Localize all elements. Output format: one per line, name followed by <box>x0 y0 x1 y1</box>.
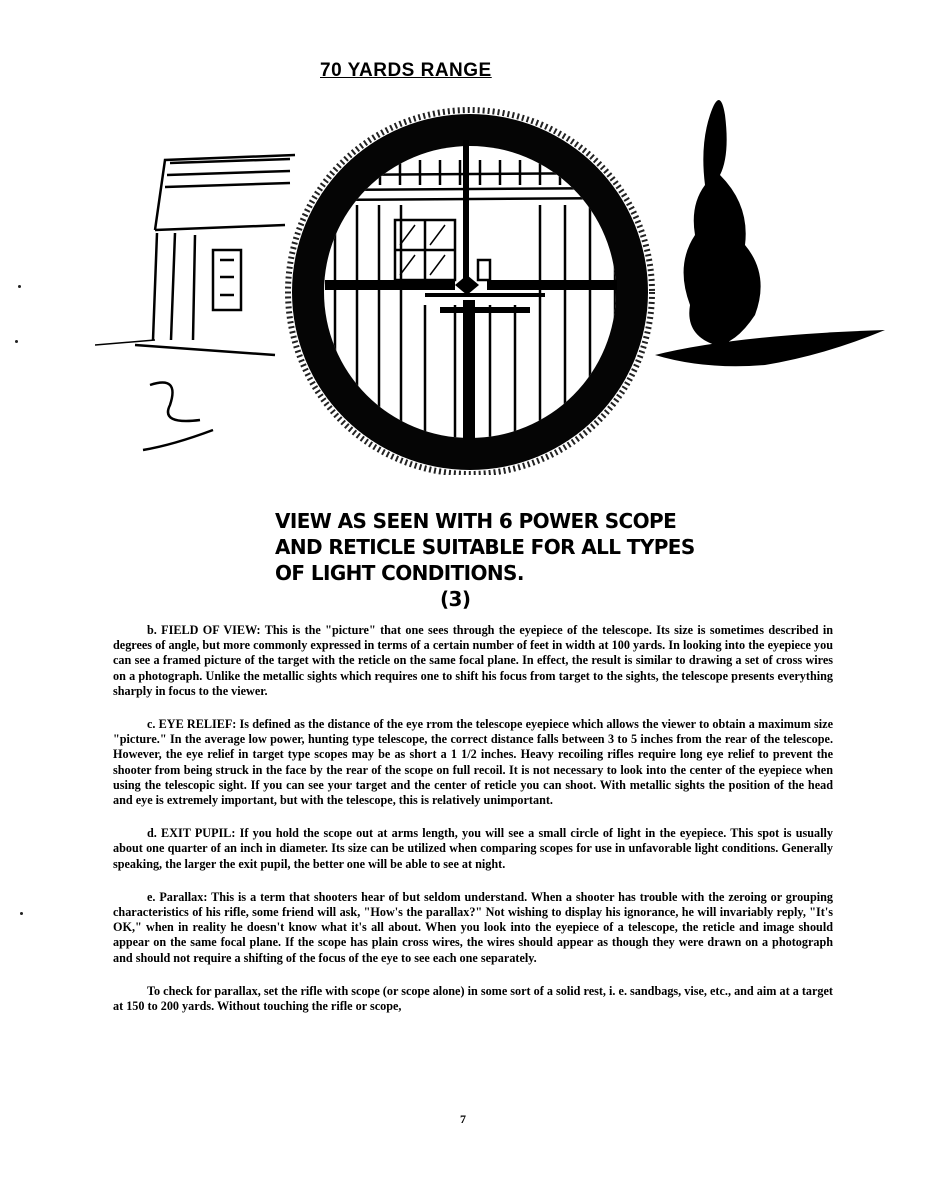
range-label: 70 YARDS RANGE <box>320 60 492 81</box>
scan-speck <box>15 340 18 343</box>
caption-line-2: AND RETICLE SUITABLE FOR ALL TYPES <box>275 535 695 559</box>
paragraph-parallax: e. Parallax: This is a term that shooters hear of but seldom understand. When a shooter has trouble with the zeroing or grouping characteristics of his rifle, some friend will ask, "How's the parallax?" Not wishing to display his ignorance, he will invariably reply, "It's OK," when in reality he doesn't know what it's all about. When you look into the eyepiece of a telescope, the reticle and image should appear on the same focal plane. If the scope has plain cross wires, the wires should appear as though they were drawn on a photograph and should not require a shifting of the focus of the eye to see each one separately. <box>113 889 833 965</box>
paragraph-field-of-view: b. FIELD OF VIEW: This is the "picture" that one sees through the eyepiece of the telescope. Its size is sometimes described in degrees of angle, but more commonly expressed in terms of a certain number of feet in width at 100 yards. In looking into the eyepiece you can see a framed picture of the target with the reticle on the same focal plane. In effect, the result is similar to drawing a set of cross wires on a photograph. Unlike the metallic sights which requires one to shift his focus from target to the sights, the telescope presents everything sharply in focus to the viewer. <box>113 623 833 698</box>
figure-number: (3) <box>440 587 471 611</box>
paragraph-exit-pupil: d. EXIT PUPIL: If you hold the scope out at arms length, you will see a small circle of light in the eyepiece. This spot is usually about one quarter of an inch in diameter. Its size can be utilized when comparing scopes for use in unfavorable light conditions. Generally speaking, the larger the exit pupil, the better one will be able to see at night. <box>113 826 833 871</box>
paragraph-parallax-check: To check for parallax, set the rifle with scope (or scope alone) in some sort of a solid rest, i. e. sandbags, vise, etc., and aim at a target at 150 to 200 yards. Without touching the rifle or scope, <box>113 983 833 1014</box>
scan-speck <box>20 912 23 915</box>
paragraph-eye-relief: c. EYE RELIEF: Is defined as the distance of the eye rrom the telescope eyepiece which allows the viewer to obtain a maximum size "picture." In the average low power, hunting type telescope, the correct distance falls between 3 to 5 inches from the rear of the telescope. However, the eye relief in target type scopes may be as short a 1 1/2 inches. Heavy recoiling rifles require long eye relief to prevent the shooter from being struck in the face by the rear of the scope on full recoil. It is not necessary to look into the center of the eyepiece when using the telescopic sight. If you can see your target and the center of reticle you can shoot. With metallic sights the position of the head and eye is extremely important, but with the telescope, this is relatively unimportant. <box>113 717 833 808</box>
page-number: 7 <box>460 1112 466 1126</box>
scope-illustration <box>95 55 895 475</box>
body-text <box>113 623 833 1032</box>
scope-view-icon <box>95 55 895 475</box>
caption-line-1: VIEW AS SEEN WITH 6 POWER SCOPE <box>275 509 677 533</box>
caption-line-3: OF LIGHT CONDITIONS. <box>275 561 524 585</box>
scan-speck <box>18 285 21 288</box>
figure-caption <box>275 508 745 612</box>
